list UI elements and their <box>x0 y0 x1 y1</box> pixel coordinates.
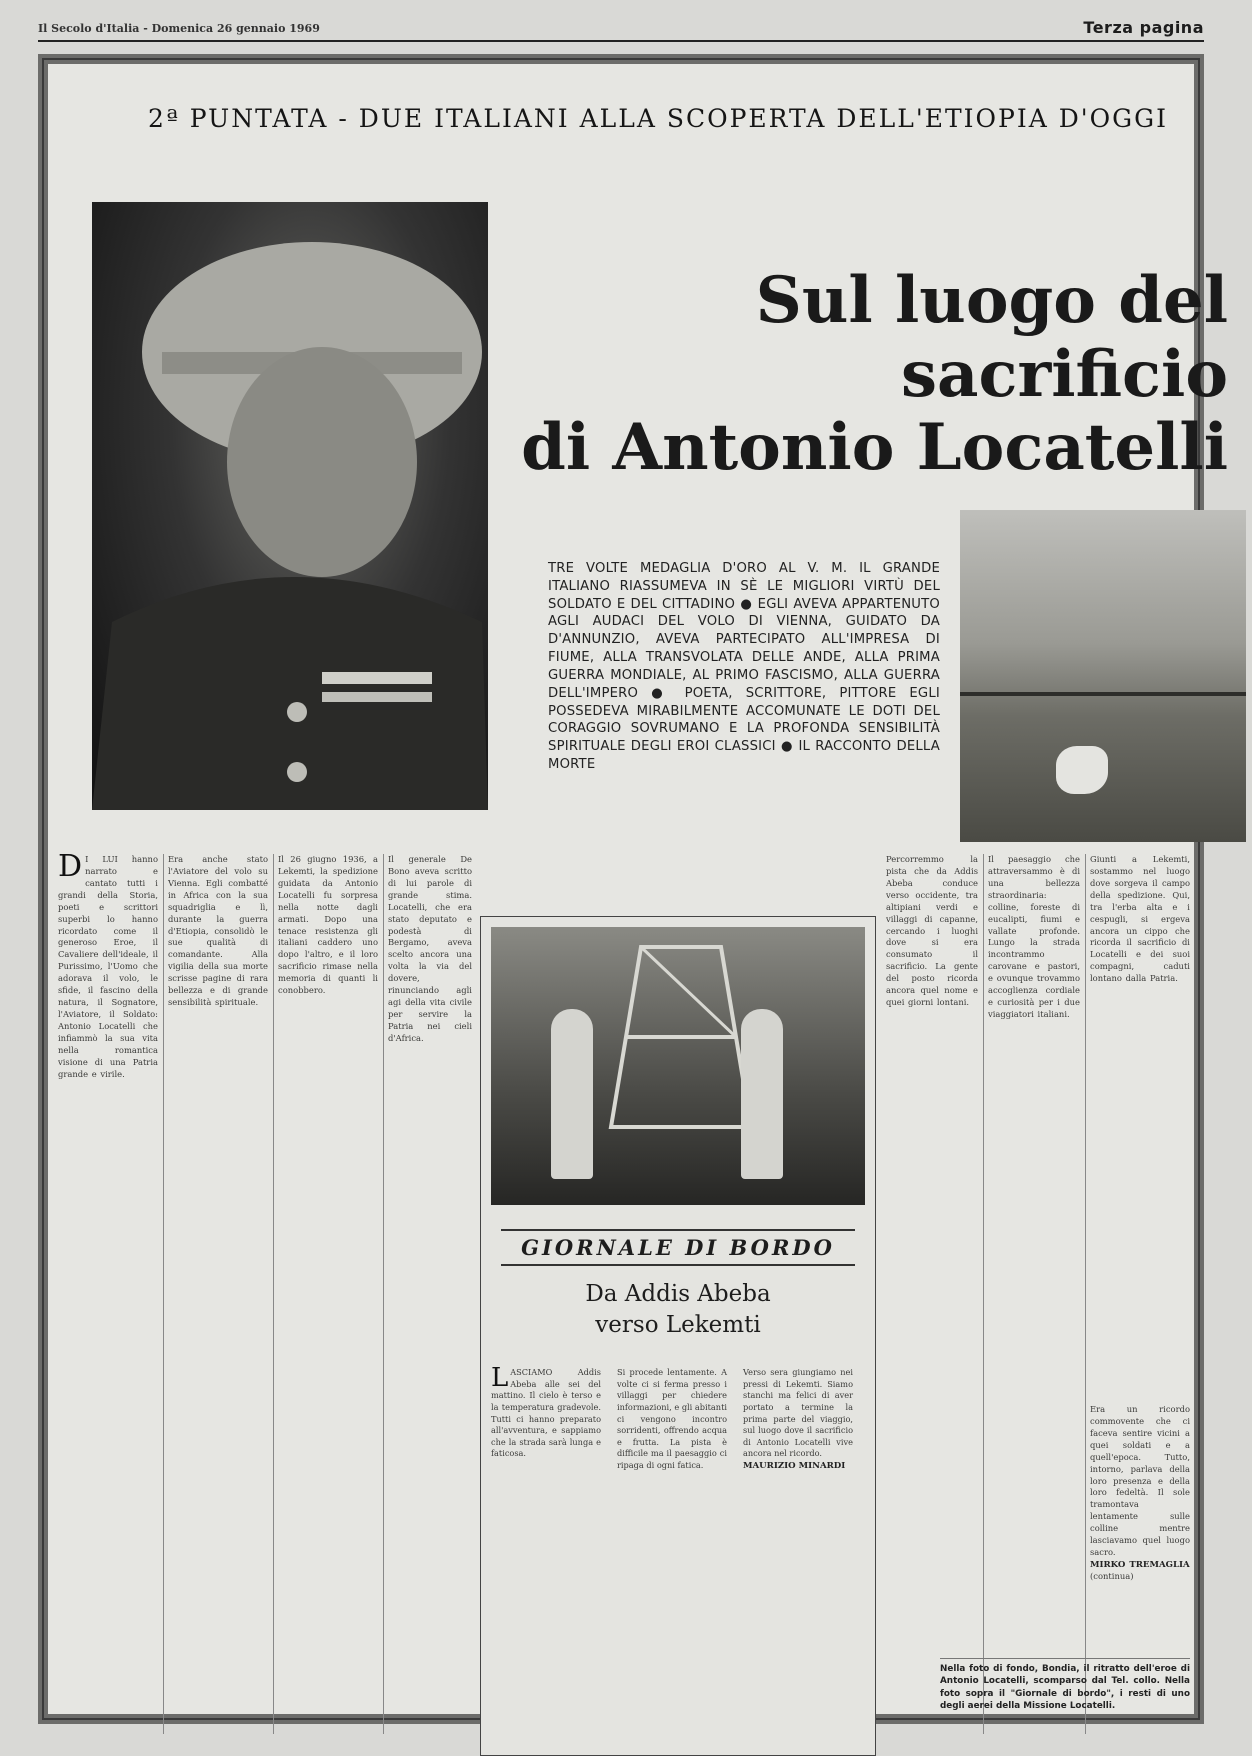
article-column-5: Percorremmo la pista che da Addis Abeba conduce verso occidente, tra altipiani verdi e villaggi di capanne, cercando i luoghi dove si era consumato il sacrificio. La gente del posto ricorda ancora quel nome e quei giorni lontani. <box>886 854 978 1008</box>
diary-photo-person <box>741 1009 783 1179</box>
article-byline: MIRKO TREMAGLIA <box>1090 1559 1190 1570</box>
masthead <box>38 18 1204 42</box>
series-heading: 2ª PUNTATA - DUE ITALIANI ALLA SCOPERTA DELL'ETIOPIA D'OGGI <box>148 104 1168 133</box>
diary-subtitle-line-1: Da Addis Abeba <box>585 1281 771 1307</box>
field-photo <box>960 510 1246 842</box>
article-column-8-text: Era un ricordo commovente che ci faceva sentire vicini a quei soldati e a quell'epoca. Tutto, intorno, parlava della loro presenza e della loro fedeltà. Il sole tramontava lentamente sulle colline mentre lasciavamo quel luogo sacro. <box>1090 1404 1190 1558</box>
diary-dropcap: L <box>491 1363 509 1393</box>
portrait-photo-image <box>92 202 488 810</box>
diary-column-1-text: ASCIAMO Addis Abeba alle sei del mattino. Il cielo è terso e la temperatura gradevole. Tutti ci hanno preparato all'avventura, e sappiamo che la strada sarà lunga e faticosa. <box>491 1367 601 1459</box>
article-column-7: Giunti a Lekemti, sostammo nel luogo dove sorgeva il campo della spedizione. Qui, tra l'erba alta e i cespugli, si ergeva ancora un cippo che ricorda il sacrificio di Locatelli e dei suoi compagni, caduti lontano dalla Patria. <box>1090 854 1190 984</box>
column-rule <box>273 854 274 1734</box>
article-column-1-text: I LUI hanno narrato e cantato tutti i grandi della Storia, poeti e scrittori superbi lo hanno ricordato come il generoso Eroe, il Cavaliere dell'ideale, il Purissimo, l'Uomo che adorava il volo, le sfide, il fascino della natura, il Sognatore, l'Aviatore, il Soldato: Antonio Locatelli che infiammò la sua vita nella romantica visione di una Patria grande e virile. <box>58 854 158 1079</box>
article-column-6: Il paesaggio che attraversammo è di una bellezza straordinaria: colline, foreste di eucalipti, fiumi e vallate profonde. Lungo la strada incontrammo carovane e pastori, e ovunque trovammo accoglienza cordiale e curiosità per i due viaggiatori italiani. <box>988 854 1080 1019</box>
field-photo-figure <box>1056 746 1108 794</box>
column-rule <box>163 854 164 1734</box>
diary-photo <box>491 927 865 1205</box>
article-frame <box>38 54 1228 1724</box>
photo-caption: Nella foto di fondo, Bondia, il ritratto dell'eroe di Antonio Locatelli, scomparso dal Tel. collo. Nella foto sopra il "Giornale di bordo", i resti di uno degli aerei della Missione Locatelli. <box>940 1658 1190 1712</box>
diary-subtitle <box>501 1279 855 1341</box>
diary-byline: MAURIZIO MINARDI <box>743 1461 846 1472</box>
portrait-photo <box>92 202 488 810</box>
diary-column-3 <box>743 1367 853 1747</box>
diary-column-1 <box>491 1363 601 1747</box>
column-rule <box>1085 854 1086 1734</box>
diary-column-2: Si procede lentamente. A volte ci si ferma presso i villaggi per chiedere informazioni, e gli abitanti ci vengono incontro sorridenti, offrendo acqua e frutta. La pista è difficile ma il paesaggio ci ripaga di ogni fatica. <box>617 1367 727 1471</box>
headline-line-2: di Antonio Locatelli <box>521 410 1228 486</box>
headline-line-1: Sul luogo del sacrificio <box>755 263 1228 412</box>
article-column-3: Il 26 giugno 1936, a Lekemti, la spedizione guidata da Antonio Locatelli fu sorpresa nella notte dagli armati. Dopo una tenace resistenza gli italiani caddero uno dopo l'altro, e il loro sacrificio rimase nella memoria di quanti li conobbero. <box>278 854 378 996</box>
section-label: Terza pagina <box>1083 18 1204 37</box>
article-column-4: Il generale De Bono aveva scritto di lui parole di grande stima. Locatelli, che era stato deputato e podestà di Bergamo, aveva scelto ancora una volta la via del dovere, rinunciando agli agi della vita civile per servire la Patria nei cieli d'Africa. <box>388 854 472 1043</box>
article-column-2: Era anche stato l'Aviatore del volo su Vienna. Egli combatté in Africa con la sua squadriglia e lì, durante la guerra d'Etiopia, consolidò le sue qualità di comandante. Alla vigilia della sua morte scrisse pagine di rara bellezza e di grande sensibilità spirituale. <box>168 854 268 1008</box>
diary-heading: GIORNALE DI BORDO <box>501 1229 855 1266</box>
article-dropcap: D <box>58 849 83 884</box>
article-column-1 <box>58 849 158 1734</box>
diary-box <box>480 916 876 1756</box>
article-byline-note: (continua) <box>1090 1571 1134 1582</box>
column-rule <box>983 854 984 1734</box>
field-photo-horizon <box>960 692 1246 696</box>
column-rule <box>383 854 384 1734</box>
deck-summary: TRE VOLTE MEDAGLIA D'ORO AL V. M. IL GRANDE ITALIANO RIASSUMEVA IN SÈ LE MIGLIORI VIRTÙ DEL SOLDATO E DEL CITTADINO ● EGLI AVEVA APPARTENUTO AGLI AUDACI DEL VOLO DI VIENNA, GUIDATO DA D'ANNUNZIO, AVEVA PARTECIPATO ALL'IMPRESA DI FIUME, ALLA TRANSVOLATA DELLE ANDE, ALLA PRIMA GUERRA MONDIALE, AL PRIMO FASCISMO, ALLA GUERRA DELL'IMPERO ● POETA, SCRITTORE, PITTORE EGLI POSSEDEVA MIRABILMENTE ACCOMUNATE LE DOTI DEL CORAGGIO SOVRUMANO E LA PROFONDA SENSIBILITÀ SPIRITUALE DEGLI EROI CLASSICI ● IL RACCONTO DELLA MORTE <box>548 561 940 772</box>
diary-column-3-text: Verso sera giungiamo nei pressi di Lekemti. Siamo stanchi ma felici di aver portato a termine la prima parte del viaggio, sul luogo dove il sacrificio di Antonio Locatelli vive ancora nel ricordo. <box>743 1367 853 1459</box>
diary-photo-tower <box>491 927 865 1205</box>
diary-subtitle-line-2: verso Lekemti <box>595 1312 761 1339</box>
article-column-8 <box>1090 1404 1190 1584</box>
headline <box>498 264 1228 485</box>
diary-photo-person <box>551 1009 593 1179</box>
masthead-publication: Il Secolo d'Italia - Domenica 26 gennaio 1969 <box>38 22 320 35</box>
